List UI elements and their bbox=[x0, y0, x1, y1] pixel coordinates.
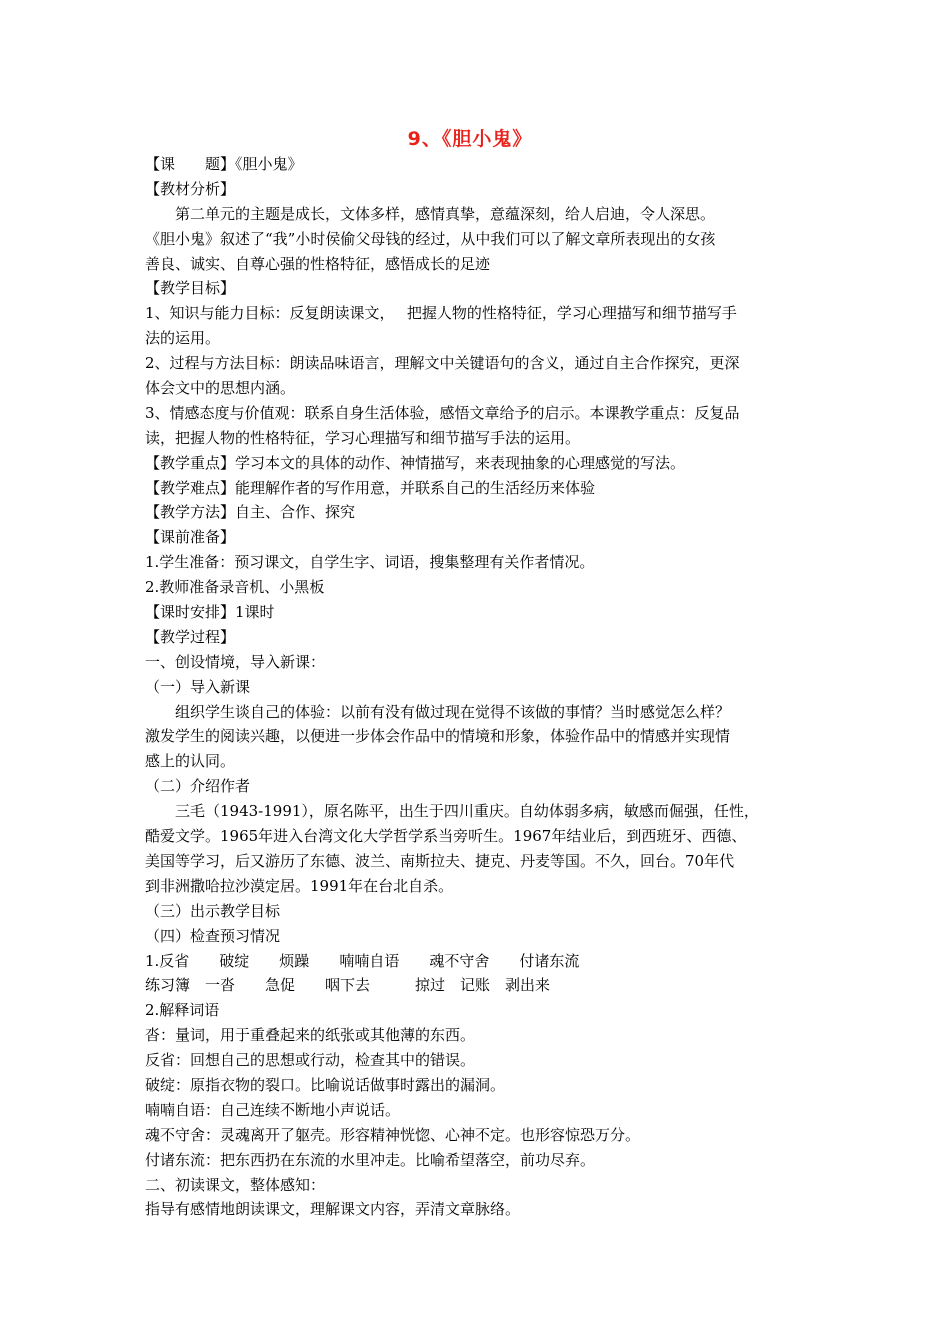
text-line: （二）介绍作者 bbox=[145, 777, 251, 796]
text-line: 魂不守舍：灵魂离开了躯壳。形容精神恍惚、心神不定。也形容惊恐万分。 bbox=[145, 1125, 641, 1144]
text-line: 读，把握人物的性格特征，学习心理描写和细节描写手法的运用。 bbox=[145, 428, 581, 447]
text-line: 沓：量词，用于重叠起来的纸张或其他薄的东西。 bbox=[145, 1026, 476, 1045]
text-line: （一）导入新课 bbox=[145, 677, 251, 696]
text-line: 到非洲撒哈拉沙漠定居。1991年在台北自杀。 bbox=[145, 876, 454, 895]
text-line: 喃喃自语：自己连续不断地小声说话。 bbox=[145, 1100, 401, 1119]
text-line: （三）出示教学目标 bbox=[145, 901, 281, 920]
text-line: 【教学难点】能理解作者的写作用意，并联系自己的生活经历来体验 bbox=[145, 478, 596, 497]
text-line: 善良、诚实、自尊心强的性格特征，感悟成长的足迹 bbox=[145, 254, 491, 273]
text-line: 美国等学习，后又游历了东德、波兰、南斯拉夫、捷克、丹麦等国。不久，回台。70年代 bbox=[145, 851, 735, 870]
text-line: 三毛（1943-1991），原名陈平，出生于四川重庆。自幼体弱多病，敏感而倔强，任性， bbox=[145, 802, 759, 821]
text-line: 组织学生谈自己的体验：以前有没有做过现在觉得不该做的事情？当时感觉怎么样？ bbox=[145, 702, 731, 721]
document-body bbox=[145, 152, 815, 1222]
text-line: 【课时安排】1课时 bbox=[145, 603, 275, 622]
text-line: 2.解释词语 bbox=[145, 1001, 220, 1020]
text-line: （四）检查预习情况 bbox=[145, 926, 281, 945]
text-line: 感上的认同。 bbox=[145, 752, 236, 771]
text-line: 酷爱文学。1965年进入台湾文化大学哲学系当旁听生。1967年结业后，到西班牙、西德、 bbox=[145, 827, 747, 846]
text-line: 2.教师准备录音机、小黑板 bbox=[145, 578, 325, 597]
text-line: 法的运用。 bbox=[145, 329, 221, 348]
text-line: 1.学生准备：预习课文，自学生字、词语，搜集整理有关作者情况。 bbox=[145, 553, 595, 572]
text-line: 【教学目标】 bbox=[145, 279, 236, 298]
text-line: 第二单元的主题是成长，文体多样，感情真挚，意蕴深刻，给人启迪，令人深思。 bbox=[145, 204, 716, 223]
text-line: 指导有感情地朗读课文，理解课文内容，弄清文章脉络。 bbox=[145, 1200, 521, 1219]
text-line: 反省：回想自己的思想或行动，检查其中的错误。 bbox=[145, 1051, 476, 1070]
text-line: 1、知识与能力目标：反复朗读课文， 把握人物的性格特征，学习心理描写和细节描写手 bbox=[145, 304, 737, 323]
document-title: 9、《胆小鬼》 bbox=[407, 128, 533, 150]
text-line: 一、创设情境，导入新课： bbox=[145, 652, 326, 671]
text-line: 【课前准备】 bbox=[145, 528, 236, 547]
text-line: 激发学生的阅读兴趣，以便进一步体会作品中的情境和形象，体验作品中的情感并实现情 bbox=[145, 727, 731, 746]
text-line: 【教学过程】 bbox=[145, 627, 236, 646]
text-line: 二、初读课文，整体感知： bbox=[145, 1175, 326, 1194]
text-line: 《胆小鬼》叙述了“我”小时侯偷父母钱的经过，从中我们可以了解文章所表现出的女孩 bbox=[145, 229, 716, 248]
text-line: 练习簿 一沓 急促 咽下去 掠过 记账 剥出来 bbox=[145, 976, 551, 995]
text-line: 破绽：原指衣物的裂口。比喻说话做事时露出的漏洞。 bbox=[145, 1075, 506, 1094]
text-line: 付诸东流：把东西扔在东流的水里冲走。比喻希望落空，前功尽弃。 bbox=[145, 1150, 596, 1169]
text-line: 【教学重点】学习本文的具体的动作、神情描写，来表现抽象的心理感觉的写法。 bbox=[145, 453, 686, 472]
text-line: 【教学方法】自主、合作、探究 bbox=[145, 503, 356, 522]
text-line: 体会文中的思想内涵。 bbox=[145, 379, 296, 398]
text-line: 【课 题】《胆小鬼》 bbox=[145, 155, 303, 173]
text-line: 1.反省 破绽 烦躁 喃喃自语 魂不守舍 付诸东流 bbox=[145, 951, 580, 970]
text-line: 【教材分析】 bbox=[145, 179, 236, 198]
text-line: 3、情感态度与价值观：联系自身生活体验，感悟文章给予的启示。本课教学重点：反复品 bbox=[145, 403, 740, 422]
text-line: 2、过程与方法目标：朗读品味语言，理解文中关键语句的含义，通过自主合作探究，更深 bbox=[145, 354, 740, 373]
